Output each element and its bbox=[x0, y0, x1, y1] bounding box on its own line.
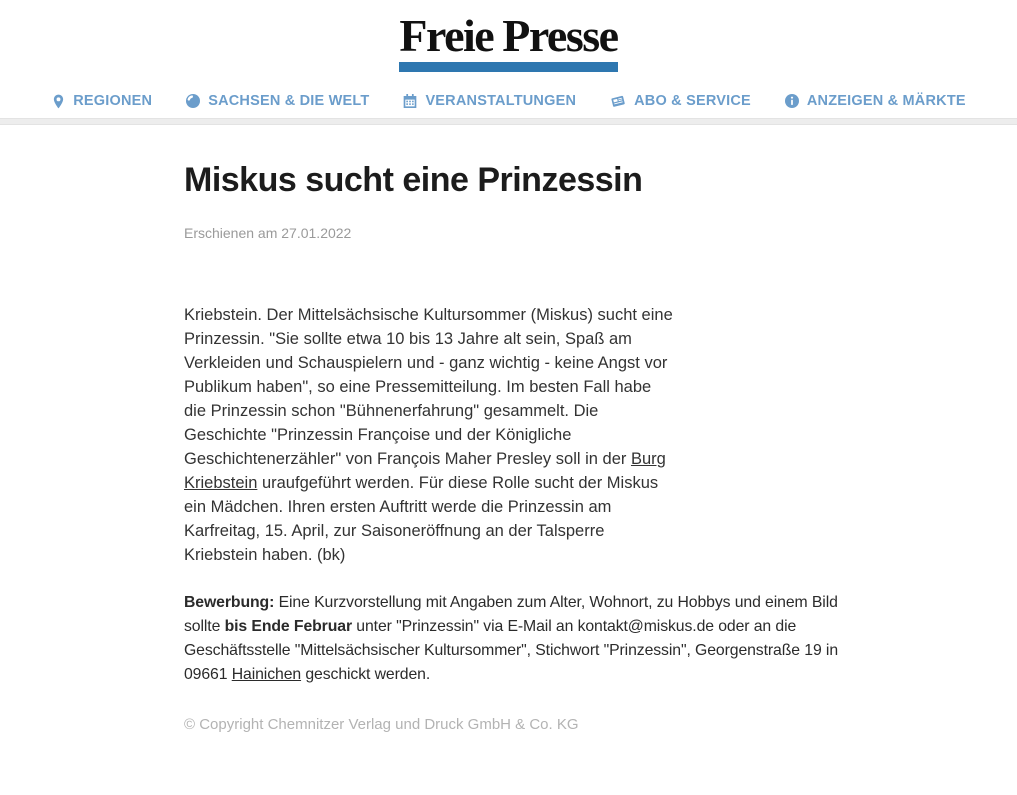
logo-text bbox=[399, 10, 618, 61]
main-nav bbox=[0, 93, 1017, 109]
bold-text: Bewerbung: bbox=[184, 594, 275, 612]
nav-item-abo-service[interactable] bbox=[609, 93, 751, 109]
nav-label: VERANSTALTUNGEN bbox=[425, 93, 577, 109]
newspaper-icon bbox=[609, 93, 627, 109]
bold-text: bis Ende Februar bbox=[224, 618, 353, 636]
nav-label: ANZEIGEN & MÄRKTE bbox=[806, 93, 966, 109]
nav-item-regionen[interactable] bbox=[51, 93, 152, 109]
nav-item-anzeigen-maerkte[interactable] bbox=[784, 93, 966, 109]
location-pin-icon bbox=[51, 94, 66, 109]
application-info-paragraph bbox=[184, 591, 844, 687]
published-date: Erschienen am 27.01.2022 bbox=[184, 225, 352, 242]
header-divider-stripe bbox=[0, 118, 1017, 125]
info-icon bbox=[784, 93, 800, 109]
text-segment: uraufgeführt werden. Für diese Rolle sucht der Miskus ein Mädchen. Ihren ersten Auftritt werde die Prinzessin am Karfreitag, 15. April, zur Saisoneröffnung an der Talsperre Kriebstein haben. (bk) bbox=[184, 474, 659, 565]
text-segment: geschickt werden. bbox=[301, 666, 431, 684]
logo-word-presse: Presse bbox=[502, 10, 618, 61]
logo-underline-bar bbox=[399, 62, 617, 72]
nav-label: ABO & SERVICE bbox=[634, 93, 751, 109]
text-segment: Kriebstein. Der Mittelsächsische Kultursommer (Miskus) sucht eine Prinzessin. "Sie sollte etwa 10 bis 13 Jahre alt sein, Spaß am Verkleiden und Schauspielern und - ganz wichtig - keine Angst vor Publikum haben", so eine Pressemitteilung. Im besten Fall habe die Prinzessin schon "Bühnenerfahrung" gesammelt. Die Geschichte "Prinzessin Françoise und der Königliche Geschichtenerzähler" von François Maher Presley soll in der bbox=[184, 306, 673, 469]
site-header bbox=[0, 0, 1017, 109]
nav-label: SACHSEN & DIE WELT bbox=[208, 93, 370, 109]
article-content bbox=[184, 162, 844, 733]
copyright-notice: © Copyright Chemnitzer Verlag und Druck GmbH & Co. KG bbox=[184, 716, 579, 734]
logo-freie-presse[interactable] bbox=[399, 10, 618, 72]
text-segment: Eine Kurzvorstellung mit Angaben zum Alter, Wohnort, zu Hobbys und einem Bild sollte bbox=[184, 594, 838, 636]
text-segment: unter "Prinzessin" via E-Mail an kontakt@miskus.de oder an die Geschäftsstelle "Mittelsächsischer Kultursommer", Stichwort "Prinzessin", Georgenstraße 19 in 09661 bbox=[184, 618, 839, 684]
logo-word-freie: Freie bbox=[399, 10, 494, 61]
article-body-paragraph bbox=[184, 303, 676, 567]
nav-item-sachsen-die-welt[interactable] bbox=[185, 93, 369, 109]
nav-item-veranstaltungen[interactable] bbox=[402, 93, 576, 109]
inline-link[interactable]: Hainichen bbox=[231, 666, 302, 684]
article-title: Miskus sucht eine Prinzessin bbox=[184, 161, 643, 199]
calendar-icon bbox=[402, 93, 418, 109]
nav-label: REGIONEN bbox=[73, 93, 153, 109]
globe-icon bbox=[185, 93, 201, 109]
inline-link[interactable]: Burg Kriebstein bbox=[184, 450, 666, 493]
